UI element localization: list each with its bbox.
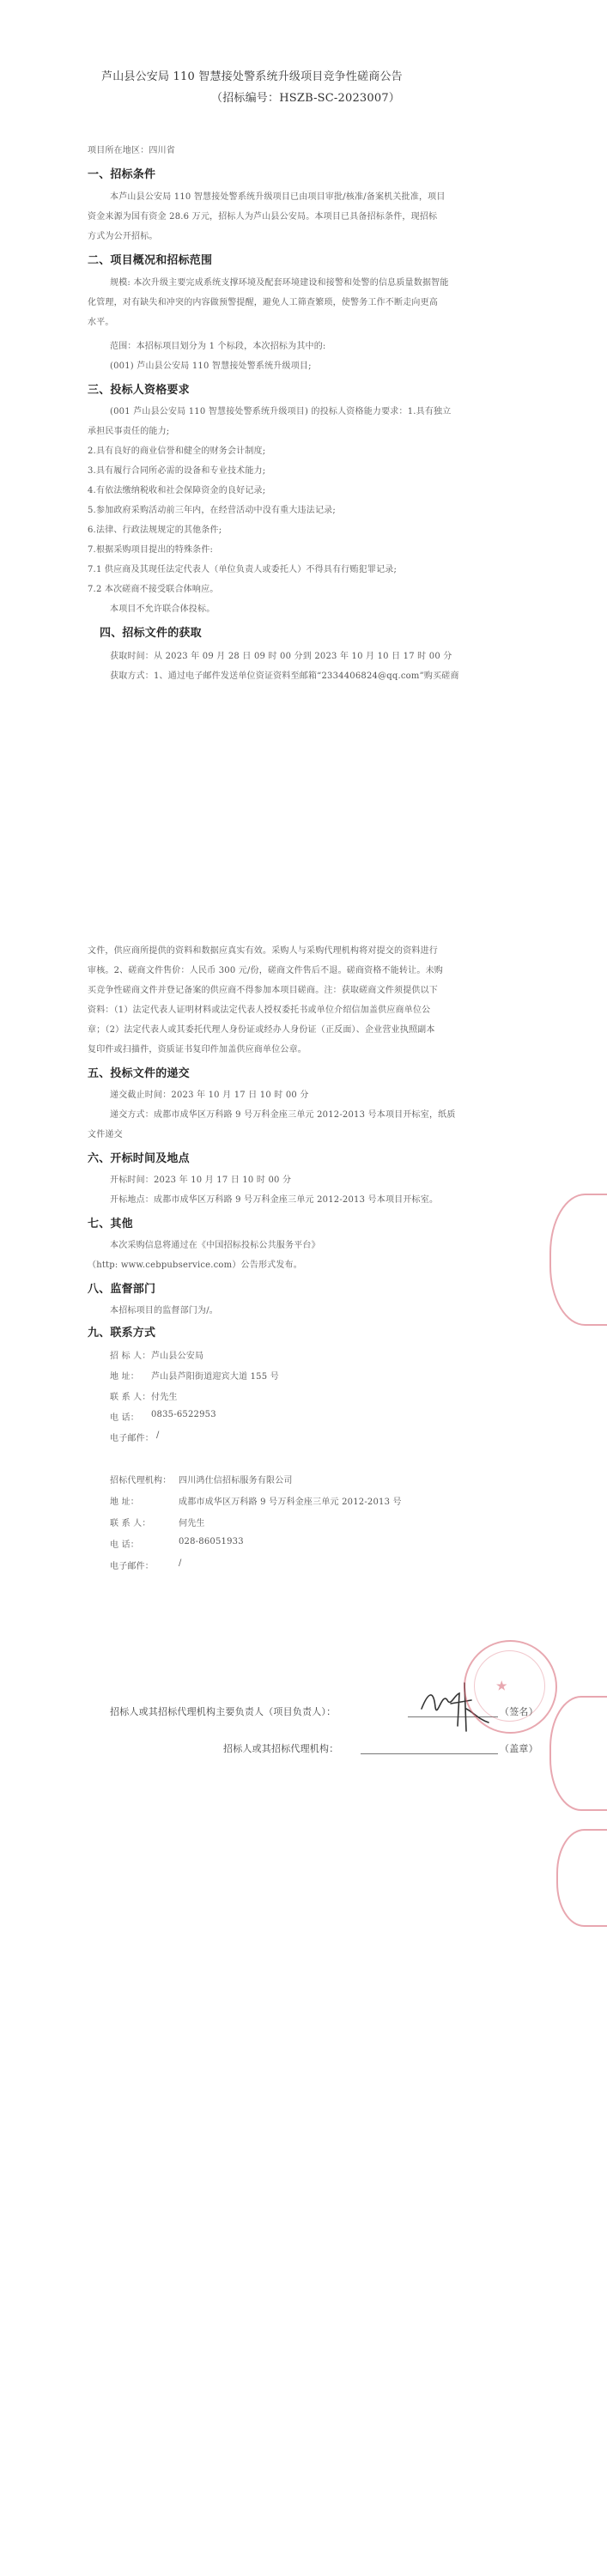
agent-address-value: 成都市成华区万科路 9 号万科金座三单元 2012-2013 号 [179, 1498, 402, 1507]
cont-line-6: 复印件或扫描件，资质证书复印件加盖供应商单位公章。 [88, 1045, 307, 1054]
stamp-suffix: （盖章） [500, 1743, 538, 1754]
s4-line-1: 获取时间：从 2023 年 09 月 28 日 09 时 00 分到 2023 年 10 月 10 日 17 时 00 分 [110, 652, 452, 661]
phone-value: 0835-6522953 [151, 1410, 216, 1419]
s2-line-3: 水平。 [88, 318, 114, 327]
section-9-title: 九、联系方式 [88, 1327, 156, 1340]
email-value: / [156, 1431, 160, 1440]
address-value: 芦山县芦阳街道迎宾大道 155 号 [151, 1372, 279, 1382]
s7-line-2: （http: www.cebpubservice.com）公告形式发布。 [88, 1261, 302, 1270]
project-location: 项目所在地区：四川省 [88, 146, 175, 155]
agent-address-label: 地 址： [110, 1498, 139, 1507]
s3-line-4: 3.具有履行合同所必需的设备和专业技术能力; [88, 466, 266, 476]
s2-line-5: (001) 芦山县公安局 110 智慧接处警系统升级项目; [110, 361, 312, 371]
s1-line-2: 资金来源为国有资金 28.6 万元，招标人为芦山县公安局。本项目已具备招标条件，现招标 [88, 212, 438, 222]
s7-line-1: 本次采购信息将通过在《中国招标投标公共服务平台》 [110, 1241, 320, 1250]
s2-line-2: 化管理，对有缺失和冲突的内容做预警提醒，避免人工筛查繁琐，使警务工作不断走向更高 [88, 298, 438, 307]
s2-line-4: 范围：本招标项目划分为 1 个标段，本次招标为其中的: [110, 342, 326, 351]
doc-subtitle: （招标编号：HSZB-SC-2023007） [211, 92, 401, 105]
agent-email-label: 电子邮件： [110, 1562, 154, 1571]
stamp-underline [361, 1753, 498, 1754]
s3-line-5: 4.有依法缴纳税收和社会保障资金的良好记录; [88, 486, 266, 495]
company-seal: ★ [464, 1640, 557, 1734]
s6-line-1: 开标时间：2023 年 10 月 17 日 10 时 00 分 [110, 1176, 292, 1185]
section-5-title: 五、投标文件的递交 [88, 1067, 190, 1080]
s3-line-9: 7.1 供应商及其现任法定代表人（单位负责人或委托人）不得具有行贿犯罪记录; [88, 565, 398, 574]
section-4-title: 四、招标文件的获取 [100, 627, 202, 640]
s3-line-3: 2.具有良好的商业信誉和健全的财务会计制度; [88, 447, 266, 456]
agent-value: 四川鸿仕信招标服务有限公司 [179, 1476, 293, 1485]
section-2-title: 二、项目概况和招标范围 [88, 254, 213, 267]
section-6-title: 六、开标时间及地点 [88, 1152, 190, 1165]
s3-line-2: 承担民事责任的能力; [88, 427, 170, 436]
s4-line-2: 获取方式：1、通过电子邮件发送单位资证资料至邮箱“2334406824@qq.com”购买磋商 [110, 671, 459, 681]
contact-label: 联 系 人： [110, 1393, 151, 1402]
s2-line-1: 规模: 本次升级主要完成系统支撑环境及配套环境建设和接警和处警的信息质量数据智能 [110, 278, 449, 288]
s3-line-1: (001 芦山县公安局 110 智慧接处警系统升级项目) 的投标人资格能力要求：1.具有独立 [110, 407, 452, 416]
s3-line-8: 7.根据采购项目提出的特殊条件: [88, 545, 214, 555]
email-label: 电子邮件： [110, 1434, 154, 1443]
agent-contact-value: 何先生 [179, 1519, 205, 1528]
s8-line-1: 本招标项目的监督部门为/。 [110, 1306, 218, 1315]
edge-seal-middle [549, 1696, 607, 1811]
s3-line-10: 7.2 本次磋商不接受联合体响应。 [88, 585, 219, 594]
cont-line-1: 文件，供应商所提供的资料和数据应真实有效。采购人与采购代理机构将对提交的资料进行 [88, 946, 438, 956]
cont-line-2: 审核。2、磋商文件售价：人民币 300 元/份，磋商文件售后不退。磋商资格不能转让。未购 [88, 966, 443, 975]
cont-line-4: 资料：（1）法定代表人证明材料或法定代表人授权委托书或单位介绍信加盖供应商单位公 [88, 1005, 431, 1015]
page-2 [0, 919, 607, 1932]
section-7-title: 七、其他 [88, 1218, 133, 1230]
agent-label: 招标代理机构： [110, 1476, 172, 1485]
s5-line-3: 文件递交 [88, 1130, 123, 1139]
s5-line-2: 递交方式：成都市成华区万科路 9 号万科金座三单元 2012-2013 号本项目开标室，纸质 [110, 1110, 456, 1120]
doc-title: 芦山县公安局 110 智慧接处警系统升级项目竞争性磋商公告 [101, 70, 403, 83]
stamp-line-label: 招标人或其招标代理机构： [223, 1743, 339, 1754]
s3-line-11: 本项目不允许联合体投标。 [110, 605, 215, 614]
page-1 [0, 0, 607, 859]
s1-line-1: 本芦山县公安局 110 智慧接处警系统升级项目已由项目审批/核准/备案机关批准，项目 [110, 192, 446, 202]
s1-line-3: 方式为公开招标。 [88, 232, 158, 241]
s3-line-7: 6.法律、行政法规规定的其他条件; [88, 526, 222, 535]
agent-phone-value: 028-86051933 [179, 1537, 244, 1546]
s6-line-2: 开标地点：成都市成华区万科路 9 号万科金座三单元 2012-2013 号本项目开标室。 [110, 1195, 439, 1205]
cont-line-3: 买竞争性磋商文件并登记备案的供应商不得参加本项目磋商。注：获取磋商文件须提供以下 [88, 986, 438, 995]
tenderer-label: 招 标 人： [110, 1352, 151, 1361]
cont-line-5: 章；（2）法定代表人或其委托代理人身份证或经办人身份证（正反面）、企业营业执照副本 [88, 1025, 435, 1035]
signature-suffix: （签名） [500, 1706, 538, 1717]
section-3-title: 三、投标人资格要求 [88, 384, 190, 397]
section-8-title: 八、监督部门 [88, 1283, 156, 1296]
signature-line-label: 招标人或其招标代理机构主要负责人（项目负责人）： [110, 1706, 337, 1717]
tenderer-value: 芦山县公安局 [151, 1352, 204, 1361]
edge-seal-bottom [556, 1829, 607, 1927]
agent-email-value: / [179, 1558, 182, 1568]
phone-label: 电 话： [110, 1413, 139, 1423]
agent-contact-label: 联 系 人： [110, 1519, 151, 1528]
agent-phone-label: 电 话： [110, 1540, 139, 1550]
edge-seal-top [549, 1194, 607, 1326]
contact-value: 付先生 [151, 1393, 178, 1402]
address-label: 地 址： [110, 1372, 139, 1382]
section-1-title: 一、招标条件 [88, 168, 156, 181]
s3-line-6: 5.参加政府采购活动前三年内，在经营活动中没有重大违法记录; [88, 506, 336, 515]
s5-line-1: 递交截止时间：2023 年 10 月 17 日 10 时 00 分 [110, 1091, 309, 1100]
